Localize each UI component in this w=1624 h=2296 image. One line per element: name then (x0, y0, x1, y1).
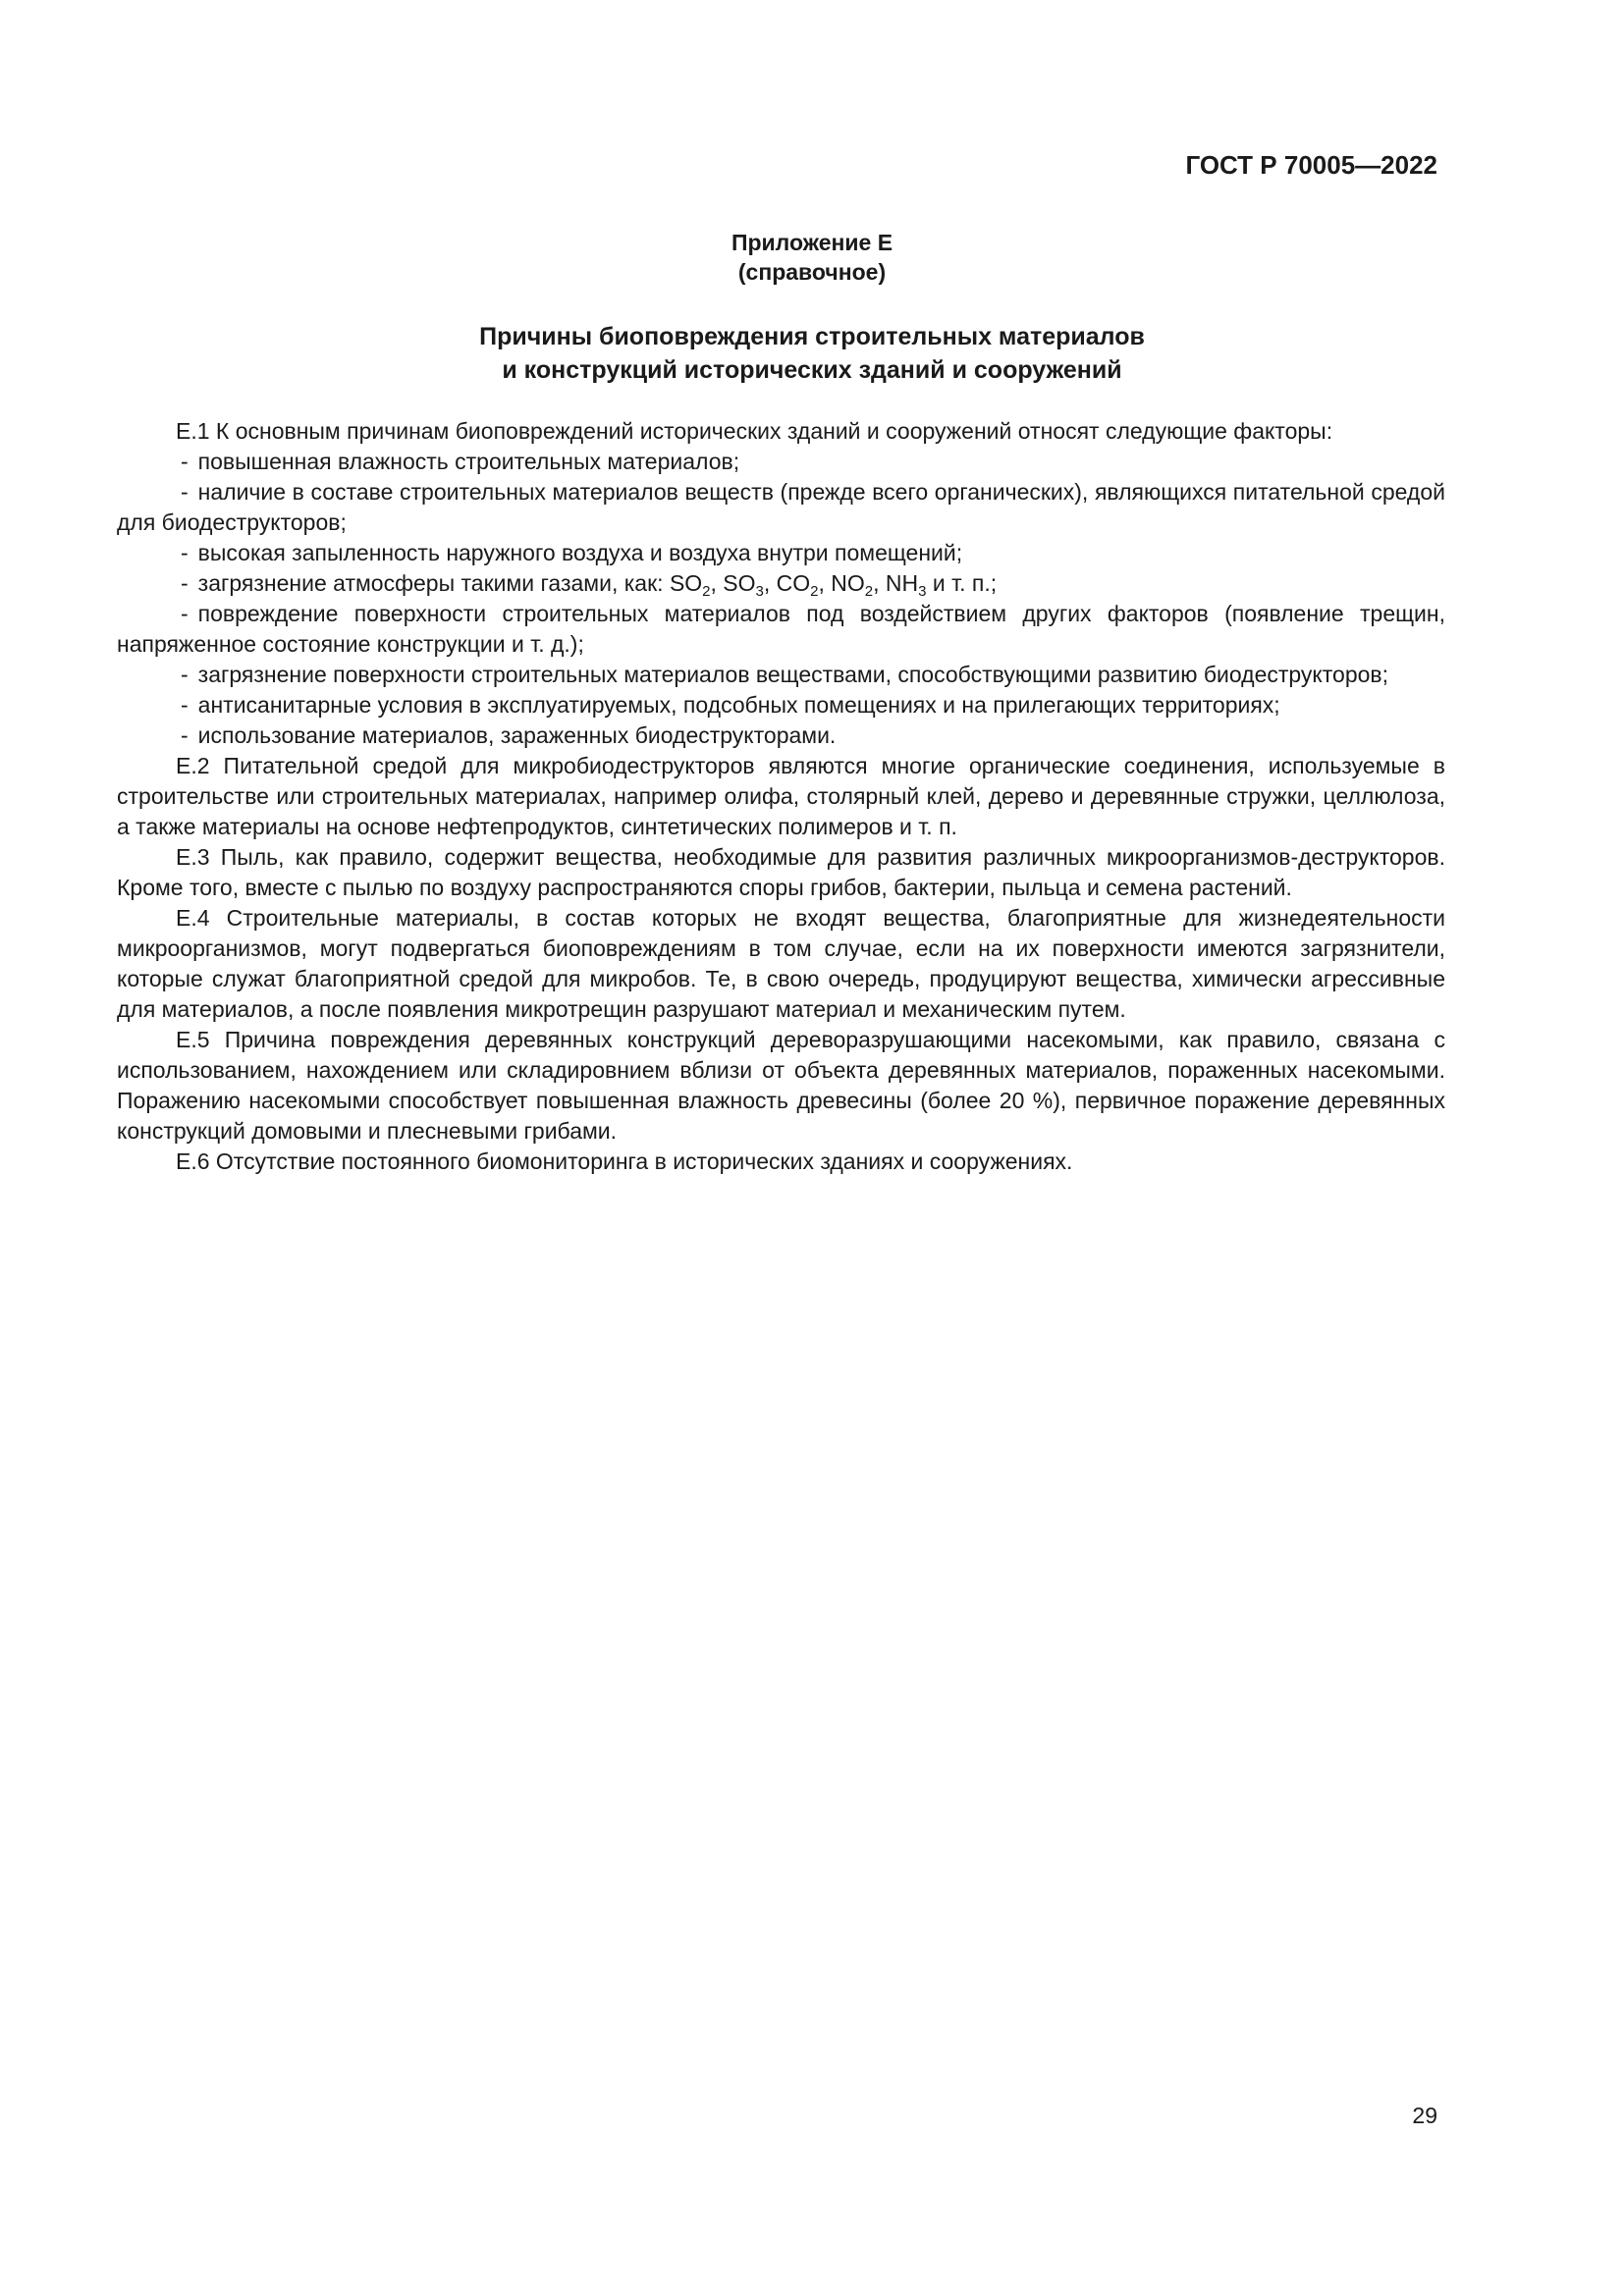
list-item-gases: - загрязнение атмосферы такими газами, как: $SO_2$, $SO_3$, $CO_2$, $NO_2$, $NH_3$ и т. п.; (181, 570, 998, 600)
paragraph-e6: Е.6 Отсутствие постоянного биомониторинга в исторических зданиях и сооружениях. (176, 1148, 1073, 1174)
list-item: - использование материалов, зараженных биодеструкторами. (181, 722, 837, 748)
page-number: 29 (1412, 2103, 1437, 2128)
list-item: - повреждение поверхности строительных материалов под воздействием других факторов (появление трещин, напряженное состояние конструкции и т. д.); (117, 601, 1445, 657)
appendix-status: (справочное) (737, 259, 887, 285)
gas-formula: $CO_2$ (776, 570, 819, 600)
list-item: - загрязнение поверхности строительных материалов веществами, способствующими развитию биодеструкторов; (181, 662, 1389, 687)
appendix-heading (0, 228, 1624, 287)
list-item-text: загрязнение поверхности строительных материалов веществами, способствующими развитию биодеструкторов; (197, 662, 1389, 687)
paragraph-e5: Е.5 Причина повреждения деревянных конструкций дереворазрушающими насекомыми, как правило, связана с использованием, нахождением или складировнием вблизи от объекта деревянных материалов, пораженных насекомыми. Поражению насекомыми способствует повышенная влажность древесины (более 20 %), первичное поражение деревянных конструкций домовыми и плесневыми грибами. (117, 1027, 1445, 1144)
list-item-text: наличие в составе строительных материалов веществ (прежде всего органических), являющихся питательной средой для биодеструкторов; (117, 479, 1445, 535)
paragraph-e3: Е.3 Пыль, как правило, содержит вещества, необходимые для развития различных микроорганизмов-деструкторов. Кроме того, вместе с пылью по воздуху распространяются споры грибов, бактерии, пыльца и семена растений. (117, 844, 1445, 900)
list-item-text: повреждение поверхности строительных материалов под воздействием других факторов (появление трещин, напряженное состояние конструкции и т. д.); (117, 601, 1445, 657)
standard-code: ГОСТ Р 70005—2022 (1185, 150, 1437, 180)
gas-formula: $SO_3$ (723, 570, 764, 600)
gases-suffix: и т. п.; (932, 570, 998, 596)
gas-formula: $NH_3$ (885, 570, 927, 600)
list-item-text: использование материалов, зараженных биодеструкторами. (197, 722, 837, 748)
title-line-2: и конструкций исторических зданий и сооружений (502, 356, 1122, 384)
appendix-label: Приложение Е (731, 230, 893, 255)
list-item: - наличие в составе строительных материалов веществ (прежде всего органических), являющихся питательной средой для биодеструкторов; (117, 479, 1445, 535)
list-item: - повышенная влажность строительных материалов; (181, 449, 740, 474)
list-item: - антисанитарные условия в эксплуатируемых, подсобных помещениях и на прилегающих территориях; (181, 692, 1280, 718)
paragraph-e2: Е.2 Питательной средой для микробиодеструкторов являются многие органические соединения, используемые в строительстве или строительных материалах, например олифа, столярный клей, дерево и деревянные стружки, целлюлоза, а также материалы на основе нефтепродуктов, синтетических полимеров и т. п. (117, 753, 1445, 839)
gases-prefix: загрязнение атмосферы такими газами, как: (197, 570, 664, 596)
gas-formula: $SO_2$ (669, 570, 711, 600)
list-item-text: антисанитарные условия в эксплуатируемых, подсобных помещениях и на прилегающих территориях; (197, 692, 1280, 718)
paragraph-e4: Е.4 Строительные материалы, в состав которых не входят вещества, благоприятные для жизнедеятельности микроорганизмов, могут подвергаться биоповреждениям в том случае, если на их поверхности имеются загрязнители, которые служат благоприятной средой для микробов. Те, в свою очередь, продуцируют вещества, химически агрессивные для материалов, а после появления микротрещин разрушают материал и механическим путем. (117, 905, 1445, 1022)
list-item-text: высокая запыленность наружного воздуха и воздуха внутри помещений; (197, 540, 963, 565)
list-item: - высокая запыленность наружного воздуха и воздуха внутри помещений; (181, 540, 963, 565)
title-line-1: Причины биоповреждения строительных материалов (479, 323, 1145, 350)
gas-formula: $NO_2$ (831, 570, 874, 600)
body-text (117, 416, 1445, 1177)
list-item-text: повышенная влажность строительных материалов; (197, 449, 740, 474)
section-title (0, 320, 1624, 387)
paragraph-e1: Е.1 К основным причинам биоповреждений исторических зданий и сооружений относят следующие факторы: (176, 418, 1333, 444)
